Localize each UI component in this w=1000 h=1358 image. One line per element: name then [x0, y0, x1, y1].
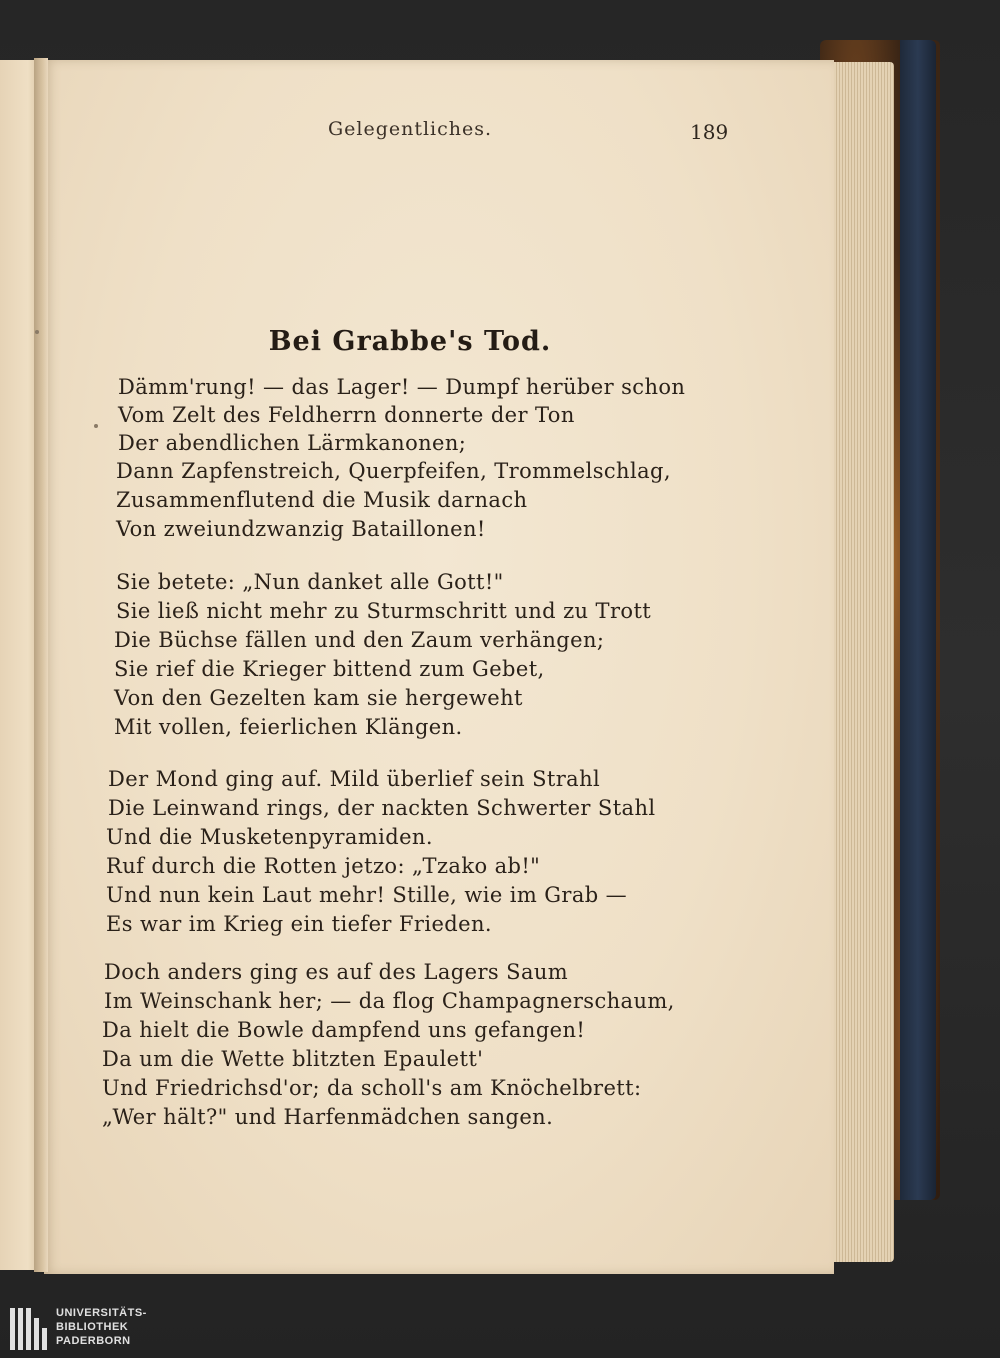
ink-spot [35, 330, 39, 334]
library-logo-line: PADERBORN [56, 1335, 131, 1347]
verse-line: „Wer hält?" und Harfenmädchen sangen. [102, 1105, 554, 1129]
verse-line: Und die Musketenpyramiden. [106, 825, 433, 849]
library-logo-icon [10, 1308, 50, 1350]
running-title: Gelegentliches. [327, 118, 493, 140]
book-spine-edge [900, 40, 936, 1200]
page-number: 189 [690, 120, 729, 144]
library-logo [10, 1306, 170, 1354]
verse-line: Mit vollen, feierlichen Klängen. [114, 715, 463, 739]
poem-title: Bei Grabbe's Tod. [268, 326, 552, 357]
verse-line: Ruf durch die Rotten jetzo: „Tzako ab!" [106, 854, 541, 878]
verse-line: Sie rief die Krieger bittend zum Gebet, [114, 657, 545, 681]
verse-line: Doch anders ging es auf des Lagers Saum [104, 960, 569, 984]
verse-line: Der abendlichen Lärmkanonen; [118, 431, 467, 455]
verse-line: Im Weinschank her; — da flog Champagnerschaum, [104, 989, 675, 1013]
verse-line: Vom Zelt des Feldherrn donnerte der Ton [118, 403, 575, 427]
page-gutter [34, 58, 48, 1272]
verse-line: Zusammenflutend die Musik darnach [116, 488, 528, 512]
library-logo-line: UNIVERSITÄTS- [56, 1307, 147, 1319]
verse-line: Die Leinwand rings, der nackten Schwerter Stahl [108, 796, 656, 820]
verse-line: Dämm'rung! — das Lager! — Dumpf herüber schon [118, 375, 686, 399]
verse-line: Und nun kein Laut mehr! Stille, wie im Grab — [106, 883, 628, 907]
verse-line: Sie ließ nicht mehr zu Sturmschritt und zu Trott [116, 599, 652, 623]
verse-line: Die Büchse fällen und den Zaum verhängen; [114, 628, 605, 652]
verse-line: Da um die Wette blitzten Epaulett' [102, 1047, 484, 1071]
verse-line: Es war im Krieg ein tiefer Frieden. [106, 912, 492, 936]
ink-spot [94, 424, 98, 428]
page-edges [828, 62, 894, 1262]
verse-line: Von zweiundzwanzig Bataillonen! [116, 517, 486, 541]
library-logo-line: BIBLIOTHEK [56, 1321, 129, 1333]
verse-line: Dann Zapfenstreich, Querpfeifen, Trommelschlag, [116, 459, 671, 483]
verse-line: Da hielt die Bowle dampfend uns gefangen! [102, 1018, 586, 1042]
verse-line: Von den Gezelten kam sie hergeweht [114, 686, 523, 710]
verse-line: Der Mond ging auf. Mild überlief sein Strahl [108, 767, 601, 791]
verse-line: Sie betete: „Nun danket alle Gott!" [116, 570, 504, 594]
verse-line: Und Friedrichsd'or; da scholl's am Knöchelbrett: [102, 1076, 642, 1100]
